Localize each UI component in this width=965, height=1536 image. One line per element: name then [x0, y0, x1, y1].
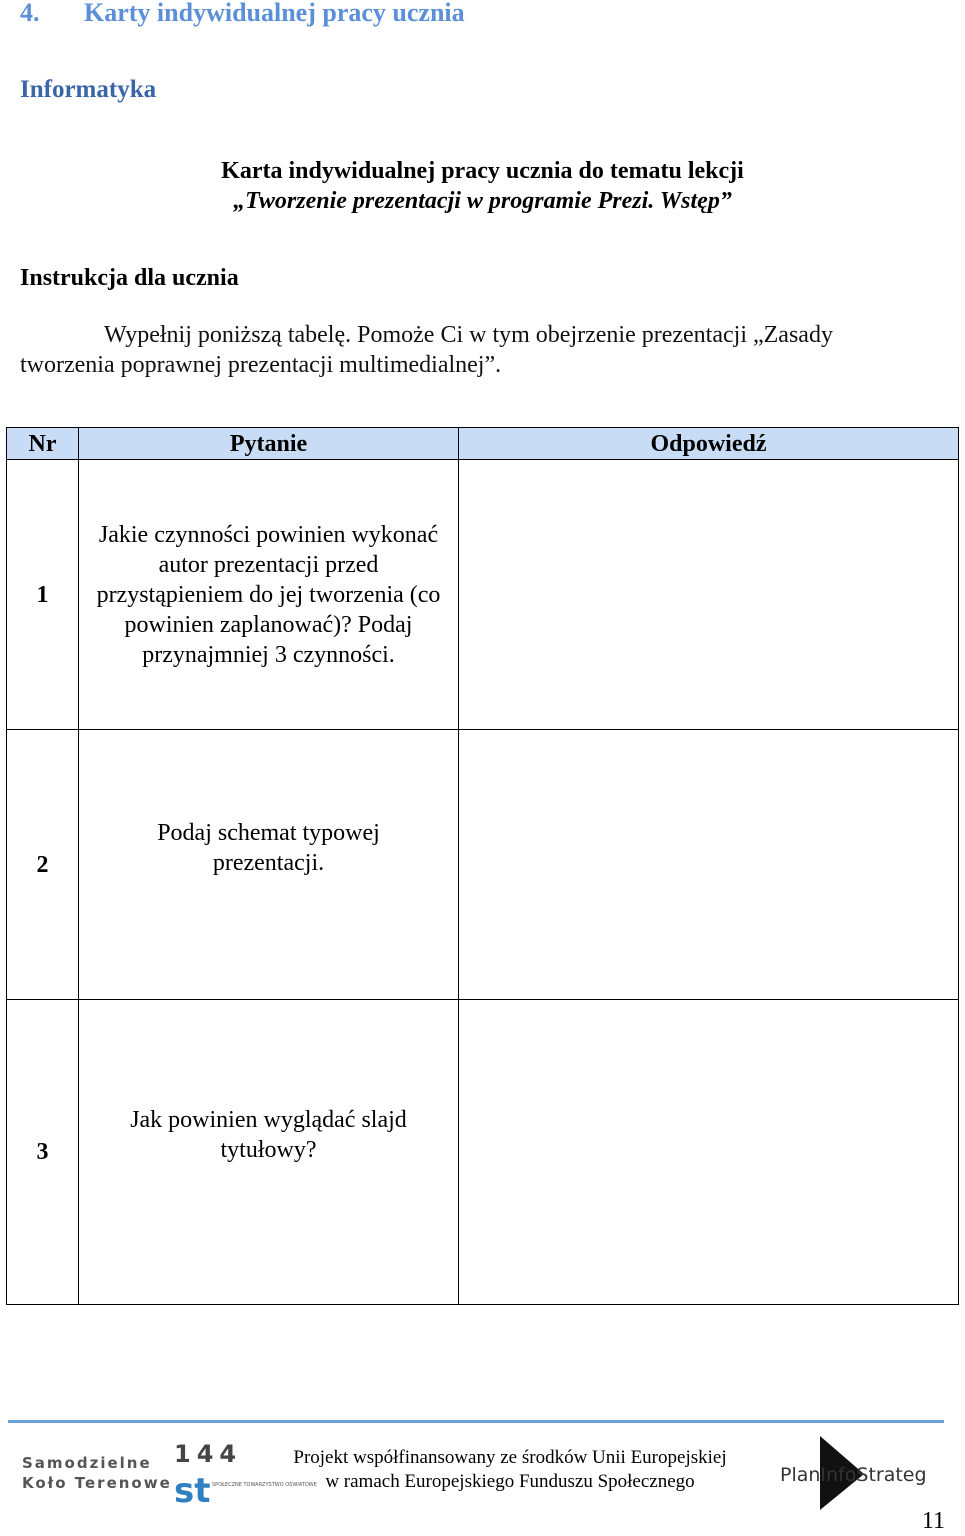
- instruction-line1: Wypełnij poniższą tabelę. Pomoże Ci w tym obejrzenie prezentacji „Zasady: [104, 322, 833, 348]
- card-title-topic: „Tworzenie prezentacji w programie Prezi. Wstęp”: [233, 188, 732, 214]
- logo-left-line2: Koło Terenowe: [22, 1474, 172, 1492]
- row-number: 1: [7, 460, 79, 730]
- section-heading: [20, 0, 465, 28]
- instruction-text: [20, 320, 925, 380]
- header-question: Pytanie: [79, 428, 459, 460]
- footer-funding-note: [280, 1446, 740, 1494]
- table-header-row: [7, 428, 959, 460]
- logo-right-text: PlanInfoStrateg: [780, 1464, 927, 1486]
- answer-cell[interactable]: [459, 730, 959, 1000]
- sto-caption: SPOŁECZNE TOWARZYSTWO OŚWIATOWE: [212, 1482, 317, 1488]
- answer-cell[interactable]: [459, 460, 959, 730]
- instruction-line2: tworzenia poprawnej prezentacji multimedialnej”.: [20, 352, 502, 378]
- footer-line2: w ramach Europejskiego Funduszu Społecznego: [325, 1471, 695, 1492]
- planinfostrateg-logo: [778, 1432, 938, 1514]
- row-question: Jakie czynności powinien wykonać autor prezentacji przed przystąpieniem do jej tworzenia (co powinien zaplanować)? Podaj przynajmniej 3 czynności.: [79, 460, 459, 730]
- instruction-heading: Instrukcja dla ucznia: [20, 265, 239, 291]
- sto-badge: st: [174, 1471, 211, 1511]
- table-row: [7, 460, 959, 730]
- row-question: Podaj schemat typowej prezentacji.: [79, 730, 459, 1000]
- answer-cell[interactable]: [459, 1000, 959, 1305]
- row-question: Jak powinien wyglądać slajd tytułowy?: [79, 1000, 459, 1305]
- subject-heading: Informatyka: [20, 76, 157, 103]
- footer-divider: [8, 1420, 944, 1423]
- header-answer: Odpowiedź: [459, 428, 959, 460]
- page-number: 11: [921, 1508, 945, 1534]
- header-nr: Nr: [7, 428, 79, 460]
- skt-144-logo: [22, 1440, 317, 1511]
- task-table: [6, 427, 959, 1305]
- row-number: 2: [7, 730, 79, 1000]
- section-title: Karty indywidualnej pracy ucznia: [84, 0, 465, 27]
- logo-left-number: 144: [174, 1440, 243, 1468]
- logo-left-line1: Samodzielne: [22, 1454, 152, 1472]
- card-title-line1: Karta indywidualnej pracy ucznia do tematu lekcji: [221, 158, 744, 184]
- footer-line1: Projekt współfinansowany ze środków Unii Europejskiej: [293, 1447, 727, 1468]
- table-row: [7, 730, 959, 1000]
- table-row: [7, 1000, 959, 1305]
- row-number: 3: [7, 1000, 79, 1305]
- card-title: [0, 156, 965, 216]
- section-number: 4.: [20, 0, 40, 27]
